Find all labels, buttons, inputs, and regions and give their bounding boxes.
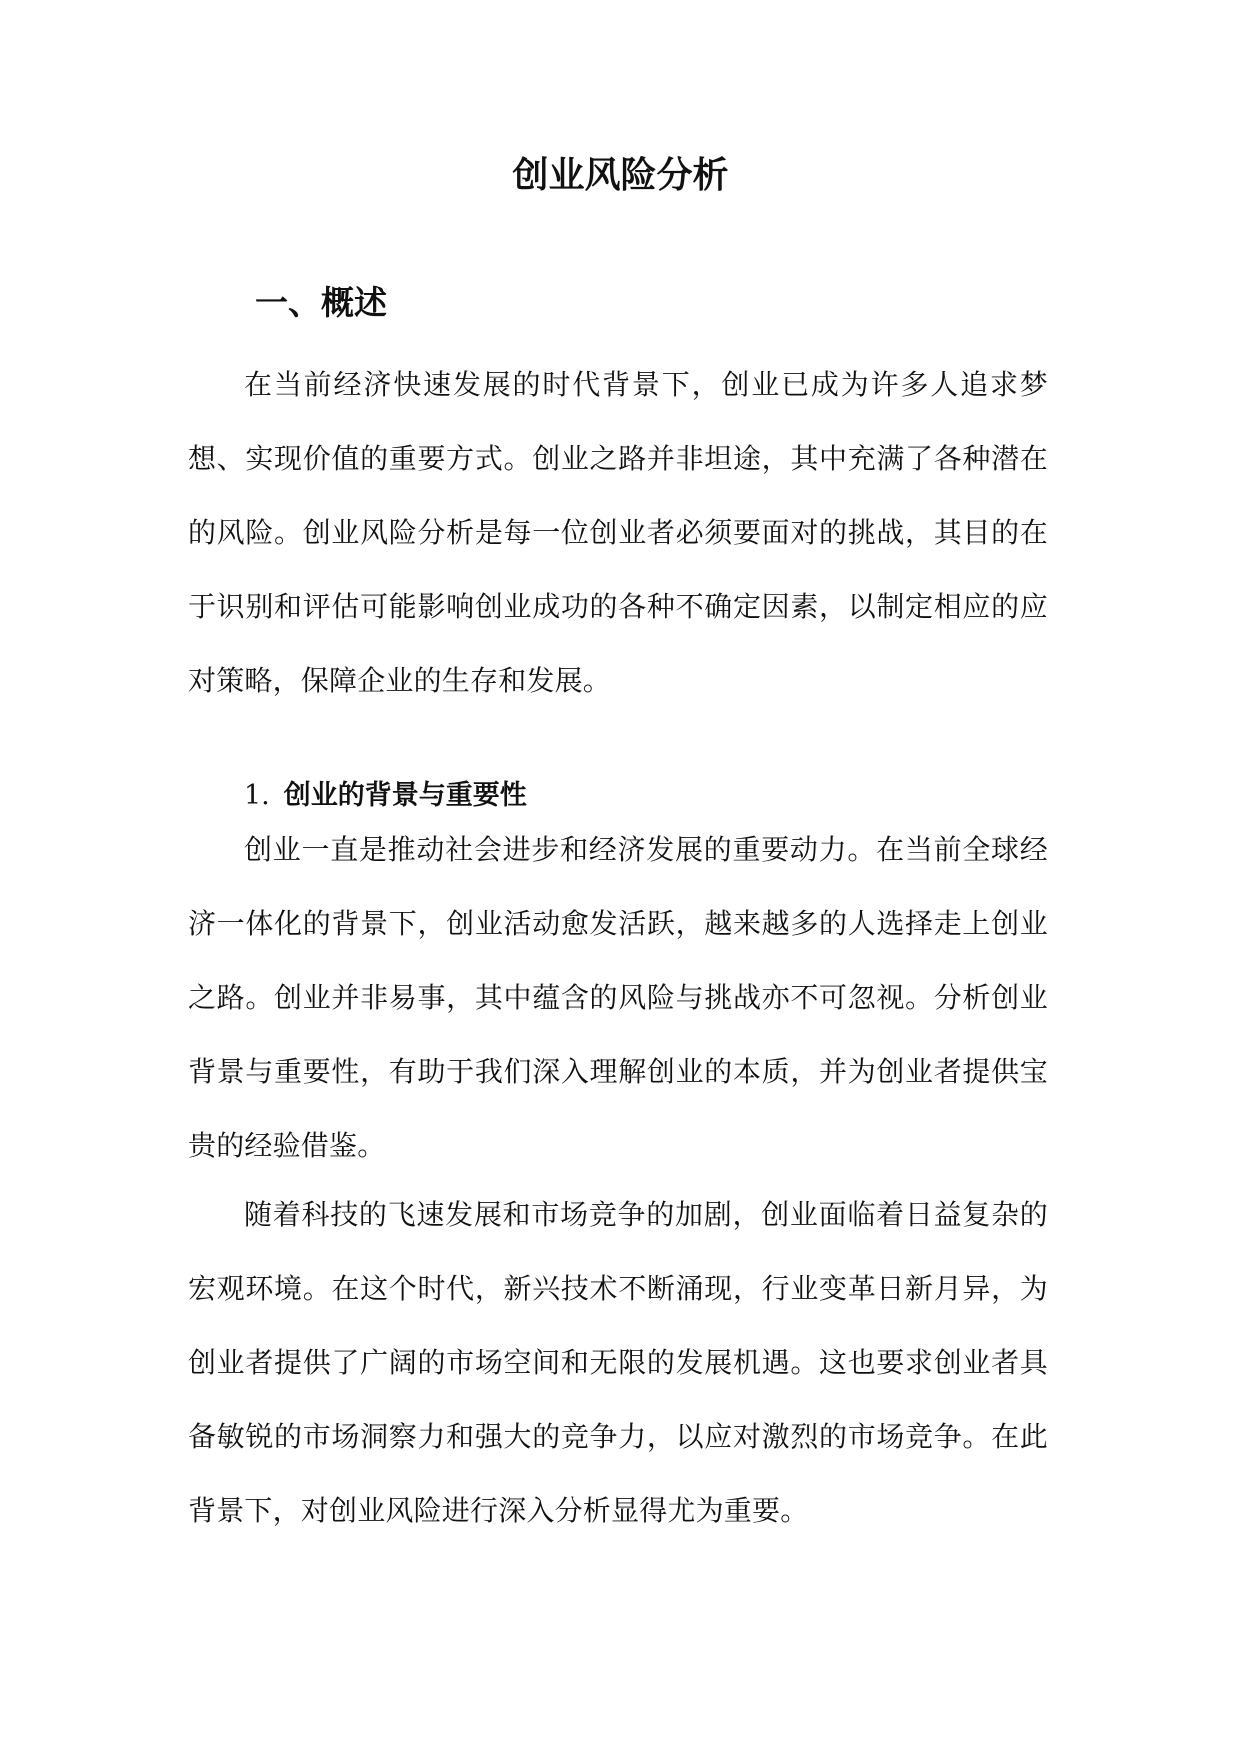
section-heading-overview: 一、概述 — [255, 283, 387, 322]
subsection-title: 创业的背景与重要性 — [283, 780, 527, 811]
background-paragraph-1: 创业一直是推动社会进步和经济发展的重要动力。在当前全球经济一体化的背景下，创业活动愈发活跃，越来越多的人选择走上创业之路。创业并非易事，其中蕴含的风险与挑战亦不可忽视。分析创业背景与重要性，有助于我们深入理解创业的本质，并为创业者提供宝贵的经验借鉴。 — [188, 833, 1048, 1162]
subsection-number: 1. — [244, 780, 270, 811]
background-paragraph-2: 随着科技的飞速发展和市场竞争的加剧，创业面临着日益复杂的宏观环境。在这个时代，新兴技术不断涌现，行业变革日新月异，为创业者提供了广阔的市场空间和无限的发展机遇。这也要求创业者具备敏锐的市场洞察力和强大的竞争力，以应对激烈的市场竞争。在此背景下，对创业风险进行深入分析显得尤为重要。 — [188, 1198, 1048, 1527]
subsection-heading — [244, 776, 527, 816]
document-title: 创业风险分析 — [512, 154, 729, 196]
overview-paragraph: 在当前经济快速发展的时代背景下，创业已成为许多人追求梦想、实现价值的重要方式。创业之路并非坦途，其中充满了各种潜在的风险。创业风险分析是每一位创业者必须要面对的挑战，其目的在于识别和评估可能影响创业成功的各种不确定因素，以制定相应的应对策略，保障企业的生存和发展。 — [188, 368, 1048, 697]
